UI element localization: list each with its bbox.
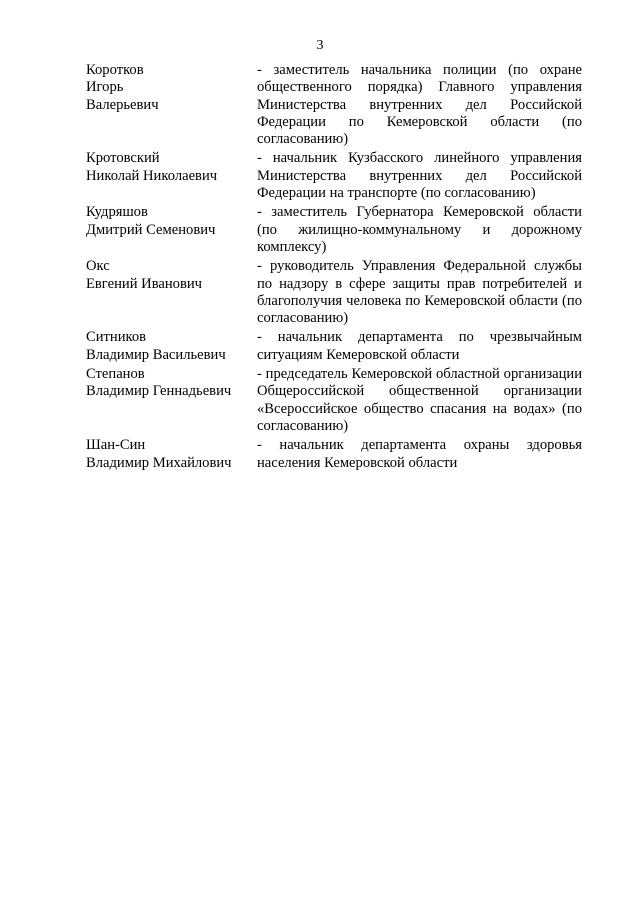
member-oks [86,258,582,327]
members-list [86,62,582,474]
member-surname: Коротков [86,62,144,78]
member-first-name: Дмитрий Семенович [86,221,216,238]
member-position: - заместитель Губернатора Кемеровской области (по жилищно-коммунальному и дорожному комплексу) [257,204,582,255]
member-first-name: Николай Николаевич [86,167,218,184]
member-position: - начальник департамента охраны здоровья населения Кемеровской области [257,437,582,471]
member-patronymic: Валерьевич [86,96,159,113]
member-name [86,329,257,364]
member-first-name: Владимир Геннадьевич [86,383,232,400]
member-name [86,62,257,148]
member-surname: Ситников [86,329,147,346]
member-position: - начальник департамента по чрезвычайным ситуациям Кемеровской области [257,329,582,363]
member-first-name: Владимир Васильевич [86,346,226,363]
member-first-name: Владимир Михайлович [86,454,232,471]
member-surname: Степанов [86,366,145,383]
member-name [86,204,257,256]
member-shan-sin [86,437,582,472]
member-position: - председатель Кемеровской областной организации Общероссийской общественной организации «Всероссийское общество спасания на водах» (по согласованию) [257,366,582,434]
member-surname: Кудряшов [86,204,148,221]
member-name [86,150,257,202]
member-korotkov [86,62,582,148]
member-position: - заместитель начальника полиции (по охране общественного порядка) Главного управления Министерства внутренних дел Российской Федерации по Кемеровской области (по согласованию) [257,62,582,148]
page-number: 3 [316,38,324,53]
member-position: - руководитель Управления Федеральной службы по надзору в сфере защиты прав потребителей и благополучия человека по Кемеровской области (по согласованию) [257,258,582,327]
member-name [86,366,257,435]
member-kudryashov [86,204,582,256]
member-stepanov [86,366,582,435]
member-first-name: Евгений Иванович [86,275,203,292]
member-surname: Шан-Син [86,437,146,454]
member-surname: Кротовский [86,150,160,167]
member-name [86,437,257,472]
member-name [86,258,257,327]
member-first-name: Игорь [86,79,124,96]
member-position: - начальник Кузбасского линейного управления Министерства внутренних дел Российской Федерации на транспорте (по согласованию) [257,150,582,202]
member-surname: Окс [86,258,110,275]
member-sitnikov [86,329,582,364]
member-krotovsky [86,150,582,202]
